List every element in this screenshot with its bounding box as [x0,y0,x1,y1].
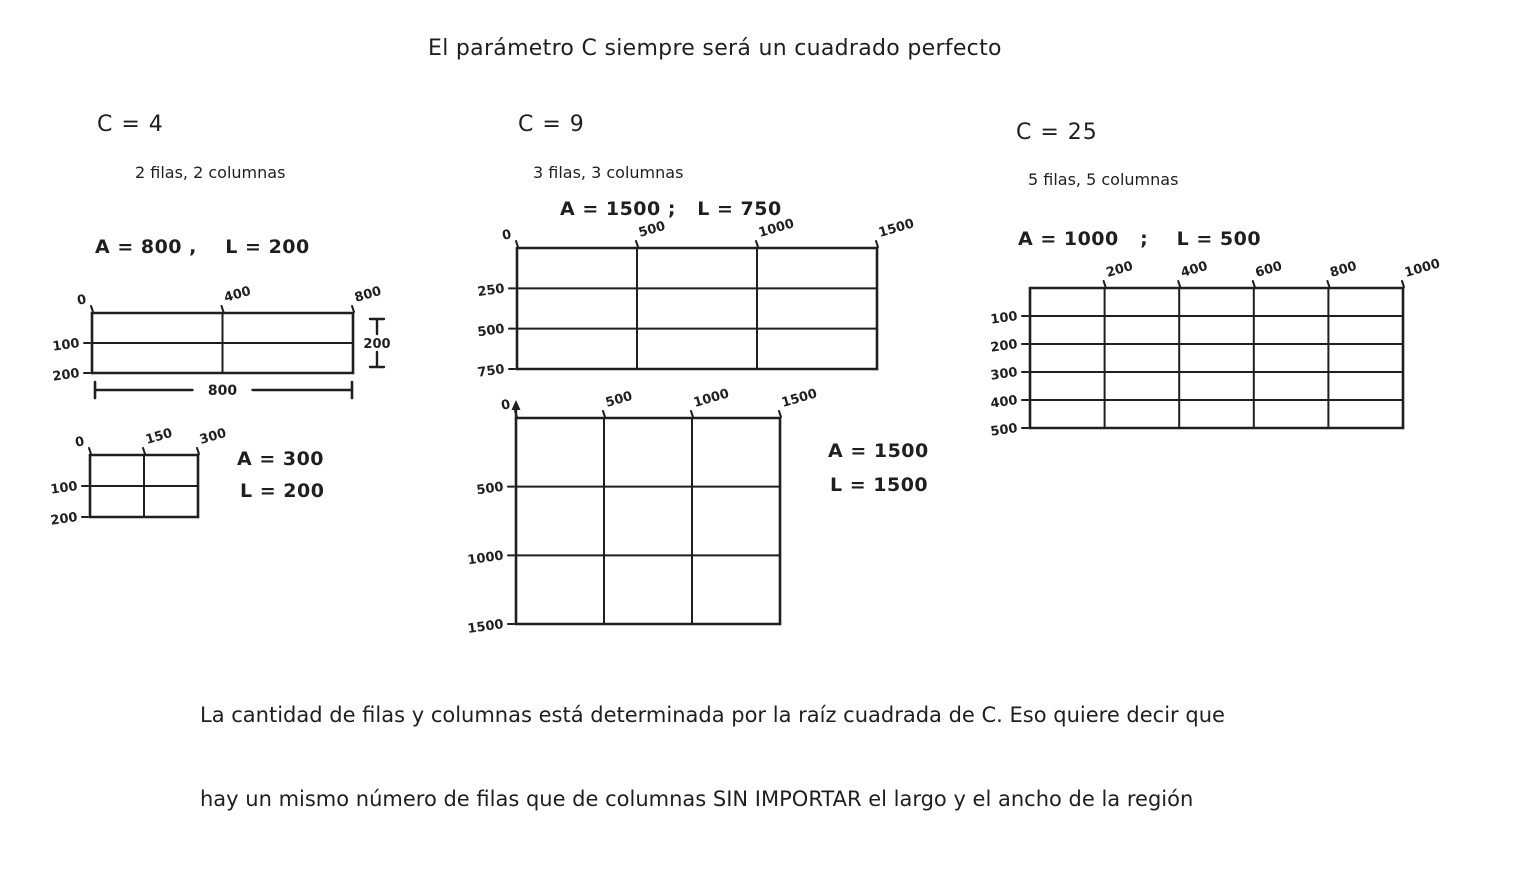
x-tick-label: 200 [1104,258,1135,281]
grid-line [636,241,638,247]
footer-note [200,645,1225,869]
x-tick-label: 1000 [1402,256,1442,281]
section-c9-dimensions-caption: A = 1500 ; L = 750 [560,198,782,220]
x-tick-label: 0 [75,292,88,309]
page-title: El parámetro C siempre será un cuadrado perfecto [428,36,1002,61]
grid-c9-square-caption-l: L = 1500 [830,474,929,496]
y-tick-label: 100 [989,309,1019,328]
grid-line [143,448,145,454]
y-tick-label: 200 [989,337,1019,356]
x-tick-label: 1000 [756,216,796,241]
y-tick-label: 500 [475,479,505,499]
grid-line [1178,281,1180,287]
footer-note-line1: La cantidad de filas y columnas está determinada por la raíz cuadrada de C. Eso quiere decir que [200,703,1225,727]
grid-line [352,306,354,312]
grid-line [197,448,199,454]
grid-c4-small [49,425,235,530]
y-tick-label: 500 [989,421,1019,440]
y-tick-label: 400 [989,393,1019,412]
grid-line [876,241,878,247]
grid-line [1402,281,1404,287]
x-tick-label: 0 [500,227,513,244]
y-tick-label: 200 [51,366,81,385]
grid-c9-wide [455,215,916,381]
x-tick-label: 800 [352,283,384,306]
dim-width-label: 800 [207,383,238,399]
grid-line [1253,281,1255,287]
x-tick-label: 800 [1328,258,1359,281]
x-tick-label: 1000 [691,386,731,411]
footer-note-line2: hay un mismo número de filas que de columnas SIN IMPORTAR el largo y el ancho de la región [200,787,1194,811]
x-tick-label: 600 [1253,258,1284,281]
y-tick-label: 200 [49,510,79,529]
section-c4-dimensions-caption: A = 800 , L = 200 [95,236,310,258]
x-tick-label: 400 [1179,258,1210,281]
axis-arrow-icon [512,400,521,410]
x-tick-label: 400 [222,283,253,306]
x-tick-label: 500 [603,388,635,411]
y-tick-label: 100 [51,336,81,355]
grid-line [516,241,518,247]
grid-line [222,306,224,312]
x-tick-label: 0 [73,434,86,451]
y-tick-label: 100 [49,479,79,498]
section-c4-subheading: 2 filas, 2 columnas [135,163,286,182]
grid-c4-large [51,283,400,405]
x-tick-label: 1500 [779,386,819,411]
y-tick-label: 250 [476,281,506,301]
section-c9-subheading: 3 filas, 3 columnas [533,163,684,182]
x-tick-label: 0 [499,397,512,414]
section-c9-heading: C = 9 [518,112,585,137]
grid-c4-small-caption-l: L = 200 [240,480,325,502]
y-tick-label: 500 [476,321,506,341]
y-tick-label: 300 [989,365,1019,384]
y-tick-label: 1500 [466,617,505,637]
grid-line [91,306,93,312]
grid-c4-small-caption-a: A = 300 [237,448,325,470]
x-tick-label: 300 [197,425,229,448]
section-c4-heading: C = 4 [97,112,164,137]
grid-line [779,411,781,417]
grid-line [89,448,91,454]
x-tick-label: 500 [636,218,668,241]
x-tick-label: 150 [143,425,175,448]
section-c25-heading: C = 25 [1016,120,1098,145]
section-c25-dimensions-caption: A = 1000 ; L = 500 [1018,228,1262,250]
grid-c25 [975,250,1445,440]
dim-height-label: 200 [363,337,391,352]
y-tick-label: 750 [476,362,506,381]
grid-line [1327,281,1329,287]
grid-line [603,411,605,417]
y-tick-label: 1000 [466,548,505,569]
x-tick-label: 1500 [876,216,916,241]
grid-line [691,411,693,417]
grid-line [1104,281,1106,287]
section-c25-subheading: 5 filas, 5 columnas [1028,170,1179,189]
grid-c9-square-caption-a: A = 1500 [828,440,929,462]
grid-c9-square [440,386,819,640]
grid-line [756,241,758,247]
